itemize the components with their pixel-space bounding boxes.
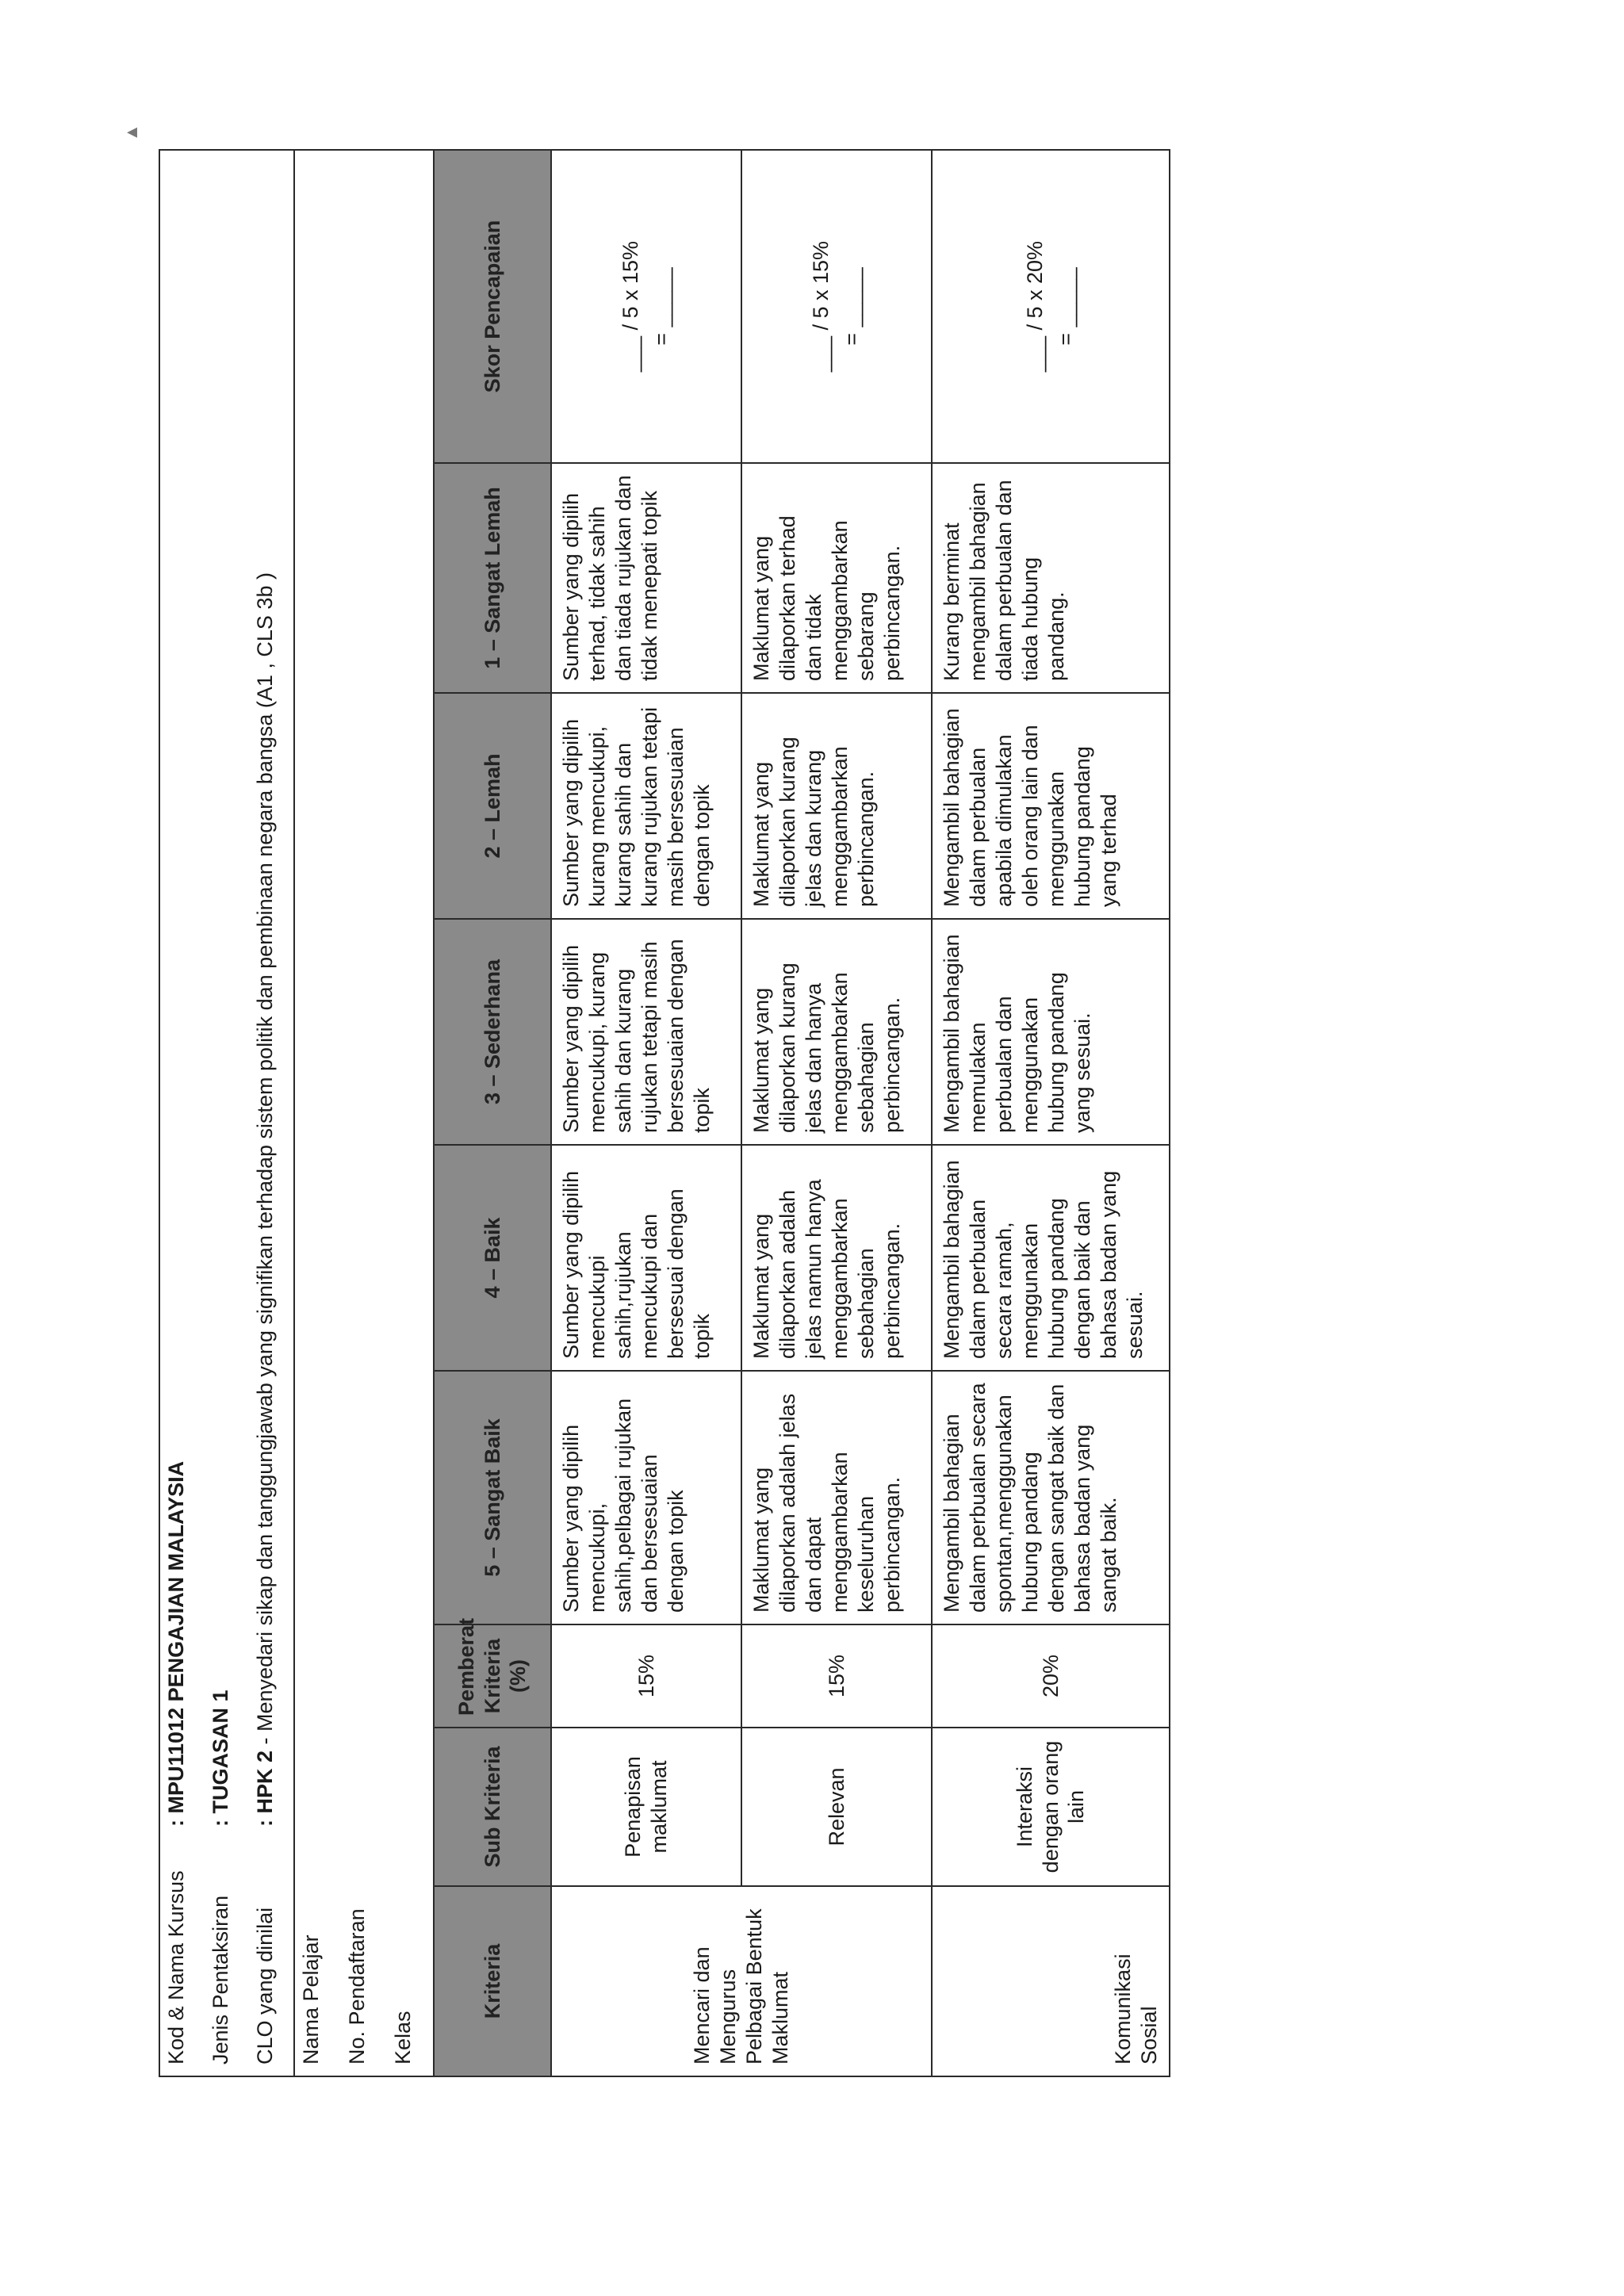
clo-code: : HPK 2 <box>253 1750 277 1827</box>
descriptor-3: Mengambil bahagian memulakan perbualan dan menggunakan hubung pandang yang sesuai. <box>932 919 1170 1145</box>
assessment-value: : TUGASAN 1 <box>209 1689 232 1827</box>
descriptor-3: Maklumat yang dilaporkan kurang jelas dan hanya menggambarkan sebahagian perbincangan. <box>741 919 932 1145</box>
weight-cell: 20% <box>932 1624 1170 1728</box>
registration-field[interactable] <box>341 151 387 1838</box>
course-row <box>160 151 205 2076</box>
col-kriteria: Kriteria <box>434 1886 551 2076</box>
col-sub-kriteria: Sub Kriteria <box>434 1728 551 1886</box>
class-label: Kelas <box>391 2011 415 2064</box>
descriptor-1: Maklumat yang dilaporkan terhad dan tidak menggambarkan sebarang perbincangan. <box>741 463 932 693</box>
kriteria-cell: Komunikasi Sosial <box>932 1886 1170 2076</box>
student-name-row <box>295 151 341 2076</box>
registration-row <box>341 151 387 2076</box>
col-pemberat: Pemberat Kriteria (%) <box>434 1624 551 1728</box>
sub-kriteria-cell: Relevan <box>741 1728 932 1886</box>
descriptor-2: Mengambil bahagian dalam perbualan apabila dimulakan oleh orang lain dan menggunakan hubung pandang yang terhad <box>932 693 1170 919</box>
descriptor-2: Sumber yang dipilih kurang mencukupi, kurang sahih dan kurang rujukan tetapi masih bersesuaian dengan topik <box>551 693 741 919</box>
col-score-3: 3 – Sederhana <box>434 919 551 1145</box>
student-name-label: Nama Pelajar <box>299 1934 323 2064</box>
table-row <box>551 150 741 2076</box>
descriptor-4: Sumber yang dipilih mencukupi sahih,rujukan mencukupi dan bersesuai dengan topik <box>551 1145 741 1371</box>
col-score-5: 5 – Sangat Baik <box>434 1371 551 1624</box>
skor-formula: ___ / 5 x 20% <box>1023 240 1048 373</box>
course-value: : MPU11012 PENGAJIAN MALAYSIA <box>164 1460 188 1827</box>
table-row <box>932 150 1170 2076</box>
skor-cell[interactable] <box>741 150 932 463</box>
col-score-4: 4 – Baik <box>434 1145 551 1371</box>
sub-kriteria-cell: Penapisan maklumat <box>551 1728 741 1886</box>
weight-cell: 15% <box>551 1624 741 1728</box>
rubric-table <box>433 149 1170 2077</box>
skor-cell[interactable] <box>551 150 741 463</box>
course-header <box>159 149 293 2077</box>
kriteria-cell: Mencari dan Mengurus Pelbagai Bentuk Maklumat <box>551 1886 932 2076</box>
descriptor-4: Maklumat yang dilaporkan adalah jelas namun hanya menggambarkan sebahagian perbincangan. <box>741 1145 932 1371</box>
rubric-sheet <box>159 149 1624 2077</box>
clo-row <box>249 151 293 2076</box>
student-info <box>293 149 433 2077</box>
weight-cell: 15% <box>741 1624 932 1728</box>
clo-label: CLO yang dinilai <box>253 1907 277 2064</box>
descriptor-5: Sumber yang dipilih mencukupi, sahih,pelbagai rujukan dan bersesuaian dengan topik <box>551 1371 741 1624</box>
descriptor-4: Mengambil bahagian dalam perbualan secara ramah, menggunakan hubung pandang dengan baik dan bahasa badan yang sesuai. <box>932 1145 1170 1371</box>
course-label: Kod & Nama Kursus <box>164 1870 188 2064</box>
assessment-row <box>205 151 249 2076</box>
descriptor-5: Maklumat yang dilaporkan adalah jelas dan dapat menggambarkan keseluruhan perbincangan. <box>741 1371 932 1624</box>
col-skor: Skor Pencapaian <box>434 150 551 463</box>
skor-result: = _____ <box>1054 267 1078 346</box>
col-score-1: 1 – Sangat Lemah <box>434 463 551 693</box>
class-row <box>387 151 433 2076</box>
skor-formula: ___ / 5 x 15% <box>809 240 833 373</box>
scan-mark: ◂ <box>127 119 138 143</box>
descriptor-2: Maklumat yang dilaporkan kurang jelas dan kurang menggambarkan perbincangan. <box>741 693 932 919</box>
clo-description: - Menyedari sikap dan tanggungjawab yang signifikan terhadap sistem politik dan pembinaan negara bangsa (A1 , CLS 3b ) <box>253 572 277 1751</box>
col-score-2: 2 – Lemah <box>434 693 551 919</box>
descriptor-1: Kurang berminat mengambil bahagian dalam perbualan dan tiada hubung pandang. <box>932 463 1170 693</box>
rubric-header-row <box>434 150 551 2076</box>
skor-result: = _____ <box>840 267 864 346</box>
sub-kriteria-cell: Interaksi dengan orang lain <box>932 1728 1170 1886</box>
skor-formula: ___ / 5 x 15% <box>619 240 643 373</box>
assessment-label: Jenis Pentaksiran <box>209 1895 232 2064</box>
clo-value <box>249 151 293 1838</box>
descriptor-1: Sumber yang dipilih terhad, tidak sahih dan tiada rujukan dan tidak menepati topik <box>551 463 741 693</box>
descriptor-3: Sumber yang dipilih mencukupi, kurang sahih dan kurang rujukan tetapi masih bersesuaian dengan topik <box>551 919 741 1145</box>
skor-result: = _____ <box>649 267 673 346</box>
descriptor-5: Mengambil bahagian dalam perbualan secara spontan,menggunakan hubung pandang dengan sangat baik dan bahasa badan yang sangat baik. <box>932 1371 1170 1624</box>
registration-label: No. Pendaftaran <box>345 1908 369 2064</box>
table-row <box>741 150 932 2076</box>
class-field[interactable] <box>387 151 433 1838</box>
student-name-field[interactable] <box>295 151 341 1838</box>
skor-cell[interactable] <box>932 150 1170 463</box>
